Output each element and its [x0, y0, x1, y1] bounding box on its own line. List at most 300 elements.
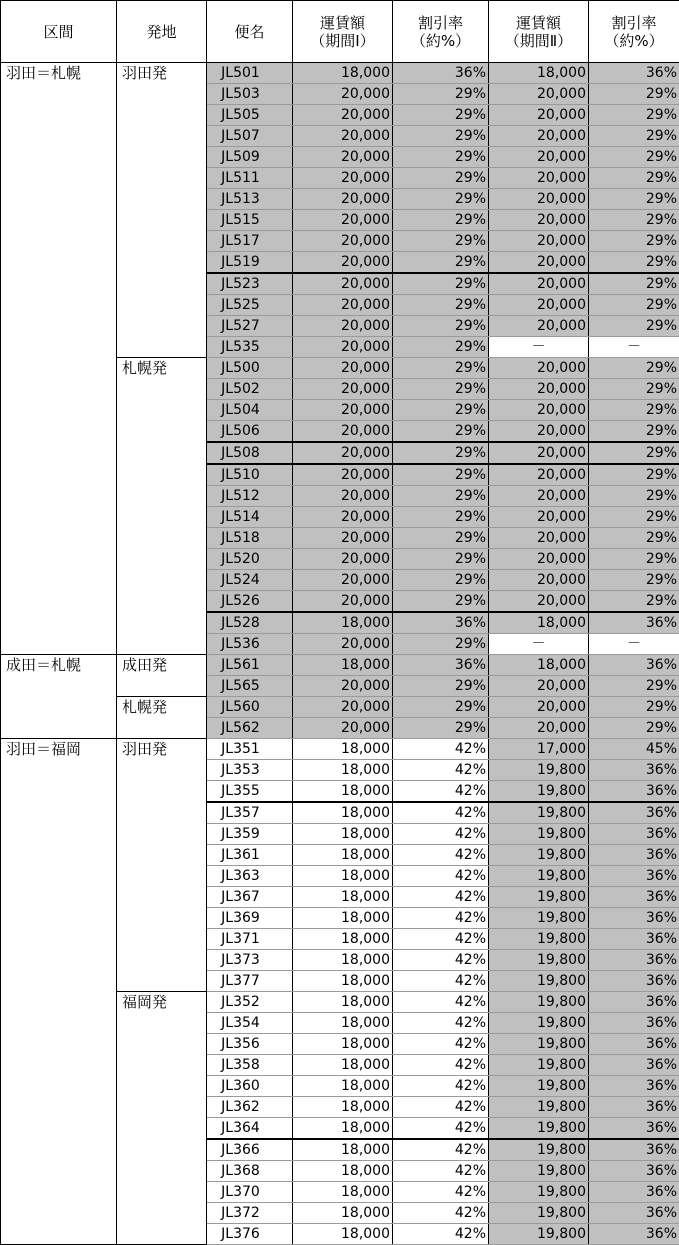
flight-number-cell: JL525	[207, 295, 293, 316]
header-fare1-sublabel: （期間Ⅰ）	[293, 32, 392, 50]
flight-number-cell: JL376	[207, 1224, 293, 1245]
flight-number-cell: JL354	[207, 1013, 293, 1034]
rate-period2-cell: 36%	[589, 887, 679, 908]
flight-number-cell: JL520	[207, 549, 293, 570]
rate-period1-cell: 42%	[393, 824, 489, 845]
rate-period2-cell: 36%	[589, 1203, 679, 1224]
flight-number-cell: JL506	[207, 421, 293, 443]
fare-period2-cell: 20,000	[489, 507, 589, 528]
rate-period2-cell: 36%	[589, 1161, 679, 1182]
rate-period2-cell: 29%	[589, 528, 679, 549]
flight-number-cell: JL359	[207, 824, 293, 845]
fare-period2-cell: 19,800	[489, 1034, 589, 1055]
fare-period2-cell: 19,800	[489, 1161, 589, 1182]
origin-cell: 札幌発	[117, 358, 207, 655]
fare-period1-cell: 18,000	[293, 1203, 393, 1224]
fare-period2-cell: 20,000	[489, 379, 589, 400]
rate-period2-cell: 36%	[589, 63, 679, 84]
fare-period2-cell: 19,800	[489, 887, 589, 908]
fare-period2-cell: 20,000	[489, 358, 589, 379]
fare-period2-cell: 20,000	[489, 697, 589, 718]
fare-period1-cell: 18,000	[293, 781, 393, 803]
header-fare1-label: 運賃額	[293, 14, 392, 32]
rate-period1-cell: 42%	[393, 1034, 489, 1055]
flight-number-cell: JL361	[207, 845, 293, 866]
rate-period2-cell: 29%	[589, 295, 679, 316]
rate-period2-cell: 29%	[589, 570, 679, 591]
header-flight	[207, 1, 293, 63]
rate-period2-cell: 29%	[589, 591, 679, 613]
rate-period1-cell: 42%	[393, 866, 489, 887]
flight-number-cell: JL352	[207, 992, 293, 1013]
rate-period2-cell: 29%	[589, 126, 679, 147]
rate-period2-cell: 36%	[589, 950, 679, 971]
rate-period2-cell: 29%	[589, 486, 679, 507]
fare-period2-cell: 19,800	[489, 1182, 589, 1203]
rate-period2-cell: 36%	[589, 971, 679, 992]
rate-period1-cell: 29%	[393, 210, 489, 231]
table-row	[1, 655, 679, 676]
rate-period2-cell: 29%	[589, 210, 679, 231]
origin-cell: 福岡発	[117, 992, 207, 1245]
fare-period2-cell: 20,000	[489, 168, 589, 189]
fare-period2-cell: －	[489, 337, 589, 358]
rate-period1-cell: 29%	[393, 549, 489, 570]
rate-period2-cell: 36%	[589, 655, 679, 676]
flight-number-cell: JL367	[207, 887, 293, 908]
flight-number-cell: JL528	[207, 612, 293, 634]
fare-period2-cell: 18,000	[489, 63, 589, 84]
rate-period2-cell: 36%	[589, 1076, 679, 1097]
flight-number-cell: JL377	[207, 971, 293, 992]
fare-period2-cell: 20,000	[489, 126, 589, 147]
table-header	[1, 1, 679, 63]
header-rate-period2	[589, 1, 679, 63]
flight-number-cell: JL512	[207, 486, 293, 507]
rate-period1-cell: 42%	[393, 760, 489, 781]
fare-period2-cell: 20,000	[489, 210, 589, 231]
rate-period2-cell: 36%	[589, 1013, 679, 1034]
fare-period1-cell: 20,000	[293, 358, 393, 379]
header-rate1-label: 割引率	[393, 14, 488, 32]
header-rate1-sublabel: （約%）	[393, 32, 488, 50]
table-row	[1, 63, 679, 84]
rate-period1-cell: 29%	[393, 528, 489, 549]
rate-period1-cell: 29%	[393, 189, 489, 210]
flight-number-cell: JL360	[207, 1076, 293, 1097]
fare-period2-cell: 18,000	[489, 655, 589, 676]
flight-number-cell: JL561	[207, 655, 293, 676]
rate-period1-cell: 29%	[393, 591, 489, 613]
rate-period1-cell: 29%	[393, 421, 489, 443]
rate-period1-cell: 29%	[393, 337, 489, 358]
rate-period1-cell: 42%	[393, 1055, 489, 1076]
rate-period2-cell: 36%	[589, 1034, 679, 1055]
table-row	[1, 739, 679, 760]
flight-number-cell: JL502	[207, 379, 293, 400]
fare-period2-cell: 20,000	[489, 84, 589, 105]
fare-period2-cell: 19,800	[489, 1203, 589, 1224]
flight-number-cell: JL366	[207, 1139, 293, 1161]
fare-period1-cell: 18,000	[293, 1076, 393, 1097]
flight-number-cell: JL371	[207, 929, 293, 950]
header-fare-period2	[489, 1, 589, 63]
header-route-label: 区間	[43, 23, 73, 41]
rate-period2-cell: －	[589, 634, 679, 655]
fare-period2-cell: 20,000	[489, 464, 589, 486]
rate-period2-cell: 29%	[589, 147, 679, 168]
rate-period1-cell: 42%	[393, 1118, 489, 1140]
flight-number-cell: JL370	[207, 1182, 293, 1203]
fare-period2-cell: 20,000	[489, 570, 589, 591]
fare-period2-cell: 19,800	[489, 866, 589, 887]
fare-period1-cell: 18,000	[293, 1034, 393, 1055]
rate-period1-cell: 29%	[393, 147, 489, 168]
rate-period1-cell: 36%	[393, 612, 489, 634]
rate-period2-cell: 29%	[589, 189, 679, 210]
rate-period1-cell: 29%	[393, 718, 489, 739]
rate-period1-cell: 42%	[393, 929, 489, 950]
fare-period1-cell: 18,000	[293, 824, 393, 845]
rate-period2-cell: 29%	[589, 316, 679, 337]
fare-period2-cell: 19,800	[489, 1139, 589, 1161]
fare-period2-cell: 20,000	[489, 252, 589, 274]
flight-number-cell: JL500	[207, 358, 293, 379]
rate-period1-cell: 29%	[393, 295, 489, 316]
fare-period1-cell: 20,000	[293, 549, 393, 570]
flight-number-cell: JL524	[207, 570, 293, 591]
fare-period2-cell: 20,000	[489, 486, 589, 507]
rate-period1-cell: 29%	[393, 84, 489, 105]
fare-period2-cell: 19,800	[489, 760, 589, 781]
rate-period2-cell: 36%	[589, 929, 679, 950]
fare-period1-cell: 20,000	[293, 442, 393, 464]
fare-period1-cell: 18,000	[293, 950, 393, 971]
rate-period1-cell: 42%	[393, 1076, 489, 1097]
fare-period2-cell: 20,000	[489, 189, 589, 210]
rate-period2-cell: 29%	[589, 442, 679, 464]
fare-period1-cell: 18,000	[293, 929, 393, 950]
flight-number-cell: JL535	[207, 337, 293, 358]
rate-period2-cell: 36%	[589, 845, 679, 866]
fare-period1-cell: 20,000	[293, 676, 393, 697]
flight-number-cell: JL523	[207, 273, 293, 295]
flight-number-cell: JL517	[207, 231, 293, 252]
flight-number-cell: JL513	[207, 189, 293, 210]
header-origin-label: 発地	[146, 23, 176, 41]
fare-period2-cell: 20,000	[489, 295, 589, 316]
rate-period2-cell: 36%	[589, 866, 679, 887]
fare-period2-cell: 20,000	[489, 273, 589, 295]
fare-period2-cell: 20,000	[489, 591, 589, 613]
fare-period1-cell: 20,000	[293, 400, 393, 421]
rate-period1-cell: 42%	[393, 1203, 489, 1224]
flight-number-cell: JL510	[207, 464, 293, 486]
fare-period1-cell: 20,000	[293, 486, 393, 507]
table-body	[1, 63, 679, 1245]
fare-period1-cell: 18,000	[293, 1118, 393, 1140]
fare-period2-cell: 19,800	[489, 1055, 589, 1076]
fare-period2-cell: 20,000	[489, 421, 589, 443]
rate-period2-cell: 29%	[589, 421, 679, 443]
rate-period2-cell: 29%	[589, 400, 679, 421]
rate-period1-cell: 29%	[393, 464, 489, 486]
rate-period2-cell: 29%	[589, 697, 679, 718]
rate-period2-cell: 29%	[589, 168, 679, 189]
rate-period1-cell: 29%	[393, 676, 489, 697]
flight-number-cell: JL364	[207, 1118, 293, 1140]
flight-number-cell: JL562	[207, 718, 293, 739]
rate-period1-cell: 42%	[393, 971, 489, 992]
rate-period1-cell: 29%	[393, 507, 489, 528]
fare-period2-cell: 20,000	[489, 105, 589, 126]
fare-period1-cell: 18,000	[293, 1182, 393, 1203]
flight-number-cell: JL356	[207, 1034, 293, 1055]
rate-period1-cell: 42%	[393, 781, 489, 803]
rate-period1-cell: 36%	[393, 655, 489, 676]
flight-number-cell: JL514	[207, 507, 293, 528]
fare-period1-cell: 20,000	[293, 507, 393, 528]
rate-period1-cell: 29%	[393, 273, 489, 295]
rate-period1-cell: 42%	[393, 992, 489, 1013]
rate-period2-cell: 36%	[589, 612, 679, 634]
rate-period2-cell: 29%	[589, 105, 679, 126]
fare-period1-cell: 18,000	[293, 63, 393, 84]
rate-period2-cell: 29%	[589, 358, 679, 379]
rate-period1-cell: 29%	[393, 486, 489, 507]
flight-number-cell: JL509	[207, 147, 293, 168]
flight-number-cell: JL526	[207, 591, 293, 613]
flight-number-cell: JL527	[207, 316, 293, 337]
rate-period1-cell: 29%	[393, 252, 489, 274]
fare-period2-cell: 19,800	[489, 1097, 589, 1118]
fare-period1-cell: 18,000	[293, 739, 393, 760]
rate-period1-cell: 42%	[393, 1013, 489, 1034]
flight-number-cell: JL501	[207, 63, 293, 84]
fare-period2-cell: 19,800	[489, 845, 589, 866]
flight-number-cell: JL505	[207, 105, 293, 126]
flight-number-cell: JL368	[207, 1161, 293, 1182]
rate-period2-cell: 36%	[589, 1224, 679, 1245]
fare-period1-cell: 18,000	[293, 612, 393, 634]
fare-period1-cell: 18,000	[293, 802, 393, 824]
rate-period1-cell: 29%	[393, 570, 489, 591]
rate-period2-cell: 45%	[589, 739, 679, 760]
rate-period2-cell: 29%	[589, 252, 679, 274]
fare-period1-cell: 18,000	[293, 1139, 393, 1161]
fare-period1-cell: 20,000	[293, 105, 393, 126]
fare-period2-cell: 19,800	[489, 781, 589, 803]
origin-cell: 札幌発	[117, 697, 207, 739]
fare-period1-cell: 20,000	[293, 295, 393, 316]
fare-period1-cell: 20,000	[293, 591, 393, 613]
rate-period1-cell: 29%	[393, 634, 489, 655]
rate-period2-cell: 36%	[589, 1055, 679, 1076]
header-fare-period1	[293, 1, 393, 63]
rate-period2-cell: 29%	[589, 718, 679, 739]
fare-period2-cell: 19,800	[489, 992, 589, 1013]
flight-number-cell: JL560	[207, 697, 293, 718]
flight-number-cell: JL508	[207, 442, 293, 464]
flight-number-cell: JL507	[207, 126, 293, 147]
fare-period1-cell: 18,000	[293, 1161, 393, 1182]
fare-period1-cell: 20,000	[293, 189, 393, 210]
rate-period1-cell: 29%	[393, 358, 489, 379]
flight-number-cell: JL363	[207, 866, 293, 887]
flight-number-cell: JL373	[207, 950, 293, 971]
rate-period1-cell: 36%	[393, 63, 489, 84]
rate-period1-cell: 42%	[393, 845, 489, 866]
fare-period1-cell: 20,000	[293, 273, 393, 295]
fare-period1-cell: 18,000	[293, 845, 393, 866]
rate-period2-cell: 29%	[589, 379, 679, 400]
header-rate2-label: 割引率	[589, 14, 679, 32]
fare-period1-cell: 20,000	[293, 252, 393, 274]
flight-number-cell: JL355	[207, 781, 293, 803]
rate-period2-cell: 29%	[589, 676, 679, 697]
fare-period1-cell: 18,000	[293, 1097, 393, 1118]
fare-period1-cell: 18,000	[293, 760, 393, 781]
fare-period1-cell: 18,000	[293, 992, 393, 1013]
origin-cell: 成田発	[117, 655, 207, 697]
fare-period1-cell: 20,000	[293, 168, 393, 189]
flight-number-cell: JL515	[207, 210, 293, 231]
flight-number-cell: JL362	[207, 1097, 293, 1118]
fare-period1-cell: 18,000	[293, 908, 393, 929]
fare-period1-cell: 20,000	[293, 379, 393, 400]
rate-period1-cell: 29%	[393, 379, 489, 400]
rate-period1-cell: 42%	[393, 1161, 489, 1182]
fare-period2-cell: 20,000	[489, 676, 589, 697]
rate-period2-cell: 36%	[589, 1139, 679, 1161]
fare-period2-cell: 20,000	[489, 400, 589, 421]
rate-period1-cell: 29%	[393, 168, 489, 189]
rate-period2-cell: 36%	[589, 992, 679, 1013]
rate-period1-cell: 42%	[393, 887, 489, 908]
origin-cell: 羽田発	[117, 739, 207, 992]
fare-period2-cell: 19,800	[489, 971, 589, 992]
rate-period2-cell: 36%	[589, 760, 679, 781]
fare-period2-cell: 19,800	[489, 1013, 589, 1034]
flight-number-cell: JL372	[207, 1203, 293, 1224]
rate-period2-cell: 29%	[589, 273, 679, 295]
origin-cell: 羽田発	[117, 63, 207, 358]
rate-period2-cell: －	[589, 337, 679, 358]
rate-period1-cell: 29%	[393, 231, 489, 252]
rate-period2-cell: 36%	[589, 1118, 679, 1140]
rate-period1-cell: 42%	[393, 1224, 489, 1245]
rate-period1-cell: 29%	[393, 442, 489, 464]
rate-period2-cell: 29%	[589, 84, 679, 105]
fare-period2-cell: 20,000	[489, 718, 589, 739]
rate-period1-cell: 29%	[393, 316, 489, 337]
rate-period1-cell: 42%	[393, 908, 489, 929]
fare-period1-cell: 18,000	[293, 1224, 393, 1245]
fare-period1-cell: 20,000	[293, 464, 393, 486]
flight-number-cell: JL357	[207, 802, 293, 824]
flight-number-cell: JL369	[207, 908, 293, 929]
rate-period2-cell: 29%	[589, 464, 679, 486]
rate-period2-cell: 36%	[589, 802, 679, 824]
fare-period2-cell: 20,000	[489, 231, 589, 252]
header-route	[1, 1, 117, 63]
route-cell: 羽田＝福岡	[1, 739, 117, 1245]
fare-period1-cell: 20,000	[293, 421, 393, 443]
fare-period1-cell: 20,000	[293, 570, 393, 591]
header-origin	[117, 1, 207, 63]
fare-period1-cell: 18,000	[293, 971, 393, 992]
flight-number-cell: JL565	[207, 676, 293, 697]
fare-period2-cell: 19,800	[489, 929, 589, 950]
fare-period2-cell: 19,800	[489, 1224, 589, 1245]
fare-period2-cell: 20,000	[489, 528, 589, 549]
fare-period1-cell: 20,000	[293, 231, 393, 252]
rate-period1-cell: 29%	[393, 697, 489, 718]
fare-period1-cell: 20,000	[293, 697, 393, 718]
header-fare2-sublabel: （期間Ⅱ）	[489, 32, 588, 50]
rate-period1-cell: 29%	[393, 105, 489, 126]
header-flight-label: 便名	[234, 23, 264, 41]
rate-period1-cell: 42%	[393, 1097, 489, 1118]
fare-period1-cell: 20,000	[293, 634, 393, 655]
rate-period1-cell: 29%	[393, 400, 489, 421]
flight-number-cell: JL358	[207, 1055, 293, 1076]
header-fare2-label: 運賃額	[489, 14, 588, 32]
fare-period1-cell: 18,000	[293, 887, 393, 908]
fare-period1-cell: 20,000	[293, 337, 393, 358]
rate-period2-cell: 36%	[589, 781, 679, 803]
rate-period2-cell: 36%	[589, 1097, 679, 1118]
rate-period1-cell: 42%	[393, 950, 489, 971]
fare-period2-cell: 19,800	[489, 1076, 589, 1097]
fare-period2-cell: 19,800	[489, 802, 589, 824]
header-rate2-sublabel: （約%）	[589, 32, 679, 50]
header-rate-period1	[393, 1, 489, 63]
header-row	[1, 1, 679, 63]
rate-period2-cell: 36%	[589, 1182, 679, 1203]
fare-period2-cell: 20,000	[489, 316, 589, 337]
route-cell: 羽田＝札幌	[1, 63, 117, 655]
fare-period2-cell: 20,000	[489, 147, 589, 168]
fare-period1-cell: 18,000	[293, 1055, 393, 1076]
rate-period1-cell: 29%	[393, 126, 489, 147]
fare-period2-cell: 19,800	[489, 950, 589, 971]
fare-period1-cell: 20,000	[293, 84, 393, 105]
fare-period2-cell: 17,000	[489, 739, 589, 760]
fare-period1-cell: 20,000	[293, 147, 393, 168]
fare-period1-cell: 20,000	[293, 126, 393, 147]
flight-number-cell: JL519	[207, 252, 293, 274]
flight-number-cell: JL504	[207, 400, 293, 421]
fare-period2-cell: 18,000	[489, 612, 589, 634]
flight-number-cell: JL353	[207, 760, 293, 781]
flight-number-cell: JL518	[207, 528, 293, 549]
fare-period1-cell: 18,000	[293, 866, 393, 887]
rate-period2-cell: 29%	[589, 231, 679, 252]
flight-number-cell: JL351	[207, 739, 293, 760]
rate-period2-cell: 36%	[589, 908, 679, 929]
flight-number-cell: JL503	[207, 84, 293, 105]
fare-period1-cell: 20,000	[293, 210, 393, 231]
rate-period2-cell: 36%	[589, 824, 679, 845]
fare-period1-cell: 20,000	[293, 718, 393, 739]
fare-period2-cell: 20,000	[489, 442, 589, 464]
fare-period2-cell: 19,800	[489, 824, 589, 845]
fare-period1-cell: 18,000	[293, 1013, 393, 1034]
fare-period1-cell: 18,000	[293, 655, 393, 676]
fare-period2-cell: －	[489, 634, 589, 655]
fare-period2-cell: 19,800	[489, 908, 589, 929]
